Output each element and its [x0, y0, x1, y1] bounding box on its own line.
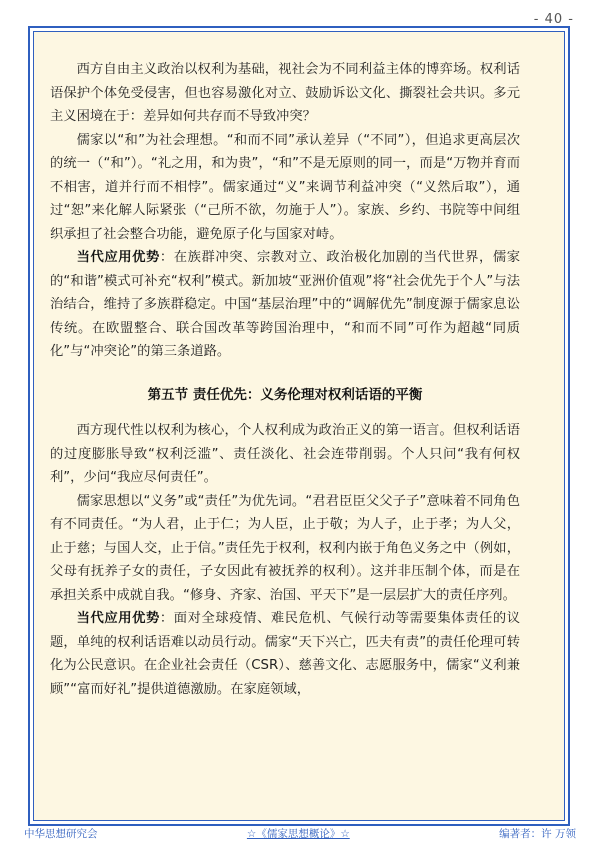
advantage-text: ：面对全球疫情、难民危机、气候行动等需要集体责任的议题，单纯的权利话语难以动员行动。儒家“天下兴亡，匹夫有责”的责任伦理可转化为公民意识。在企业社会责任（CSR）、慈善文化、志愿服务中，儒家“义利兼顾”“富而好礼”提供道德激励。在家庭领域， — [50, 611, 521, 697]
paragraph-advantage — [50, 246, 520, 364]
advantage-label: 当代应用优势 — [76, 250, 160, 265]
footer-book-title: ☆《儒家思想概论》☆ — [246, 828, 350, 840]
paragraph: 西方自由主义政治以权利为基础，视社会为不同利益主体的博弈场。权利话语保护个体免受侵害，但也容易激化对立、鼓励诉讼文化、撕裂社会共识。多元主义困境在于：差异如何共存而不导致冲突？ — [50, 62, 520, 124]
footer-organization: 中华思想研究会 — [24, 828, 98, 840]
paragraph-advantage — [50, 607, 520, 701]
advantage-text: ：在族群冲突、宗教对立、政治极化加剧的当代世界，儒家的“和谐”模式可补充“权利”模式。新加坡“亚洲价值观”将“社会优先于个人”与法治结合，维持了多族群稳定。中国“基层治理”中的“调解优先”制度源于儒家息讼传统。在欧盟整合、联合国改革等跨国治理中，“和而不同”可作为超越“同质化”与“冲突论”的第三条道路。 — [50, 250, 521, 359]
advantage-label: 当代应用优势 — [76, 611, 160, 626]
footer-author: 编著者：许 万领 — [499, 828, 576, 840]
paragraph: 儒家思想以“义务”或“责任”为优先词。“君君臣臣父父子子”意味着不同角色有不同责任。“为人君，止于仁；为人臣，止于敬；为人子，止于孝；为人父，止于慈；与国人交，止于信。”责任先于权利，权利内嵌于角色义务之中（例如，父母有抚养子女的责任，子女因此有被抚养的权利）。这并非压制个体，而是在承担关系中成就自我。“修身、齐家、治国、平天下”是一层层扩大的责任序列。 — [50, 493, 520, 603]
paragraph: 儒家以“和”为社会理想。“和而不同”承认差异（“不同”），但追求更高层次的统一（“和”）。“礼之用，和为贵”，“和”不是无原则的同一，而是“万物并育而不相害，道并行而不相悖”。儒家通过“义”来调节利益冲突（“义然后取”），通过“恕”来化解人际紧张（“己所不欲，勿施于人”）。家族、乡约、书院等中间组织承担了社会整合功能，避免原子化与国家对峙。 — [50, 132, 520, 242]
page-number: - 40 - — [533, 12, 574, 27]
body-text — [50, 58, 520, 701]
page-footer — [24, 826, 576, 841]
paragraph: 西方现代性以权利为核心，个人权利成为政治正义的第一语言。但权利话语的过度膨胀导致“权利泛滥”、责任淡化、社会连带削弱。个人只问“我有何权利”，少问“我应尽何责任”。 — [50, 423, 520, 485]
section-title: 第五节 责任优先：义务伦理对权利话语的平衡 — [147, 386, 423, 403]
